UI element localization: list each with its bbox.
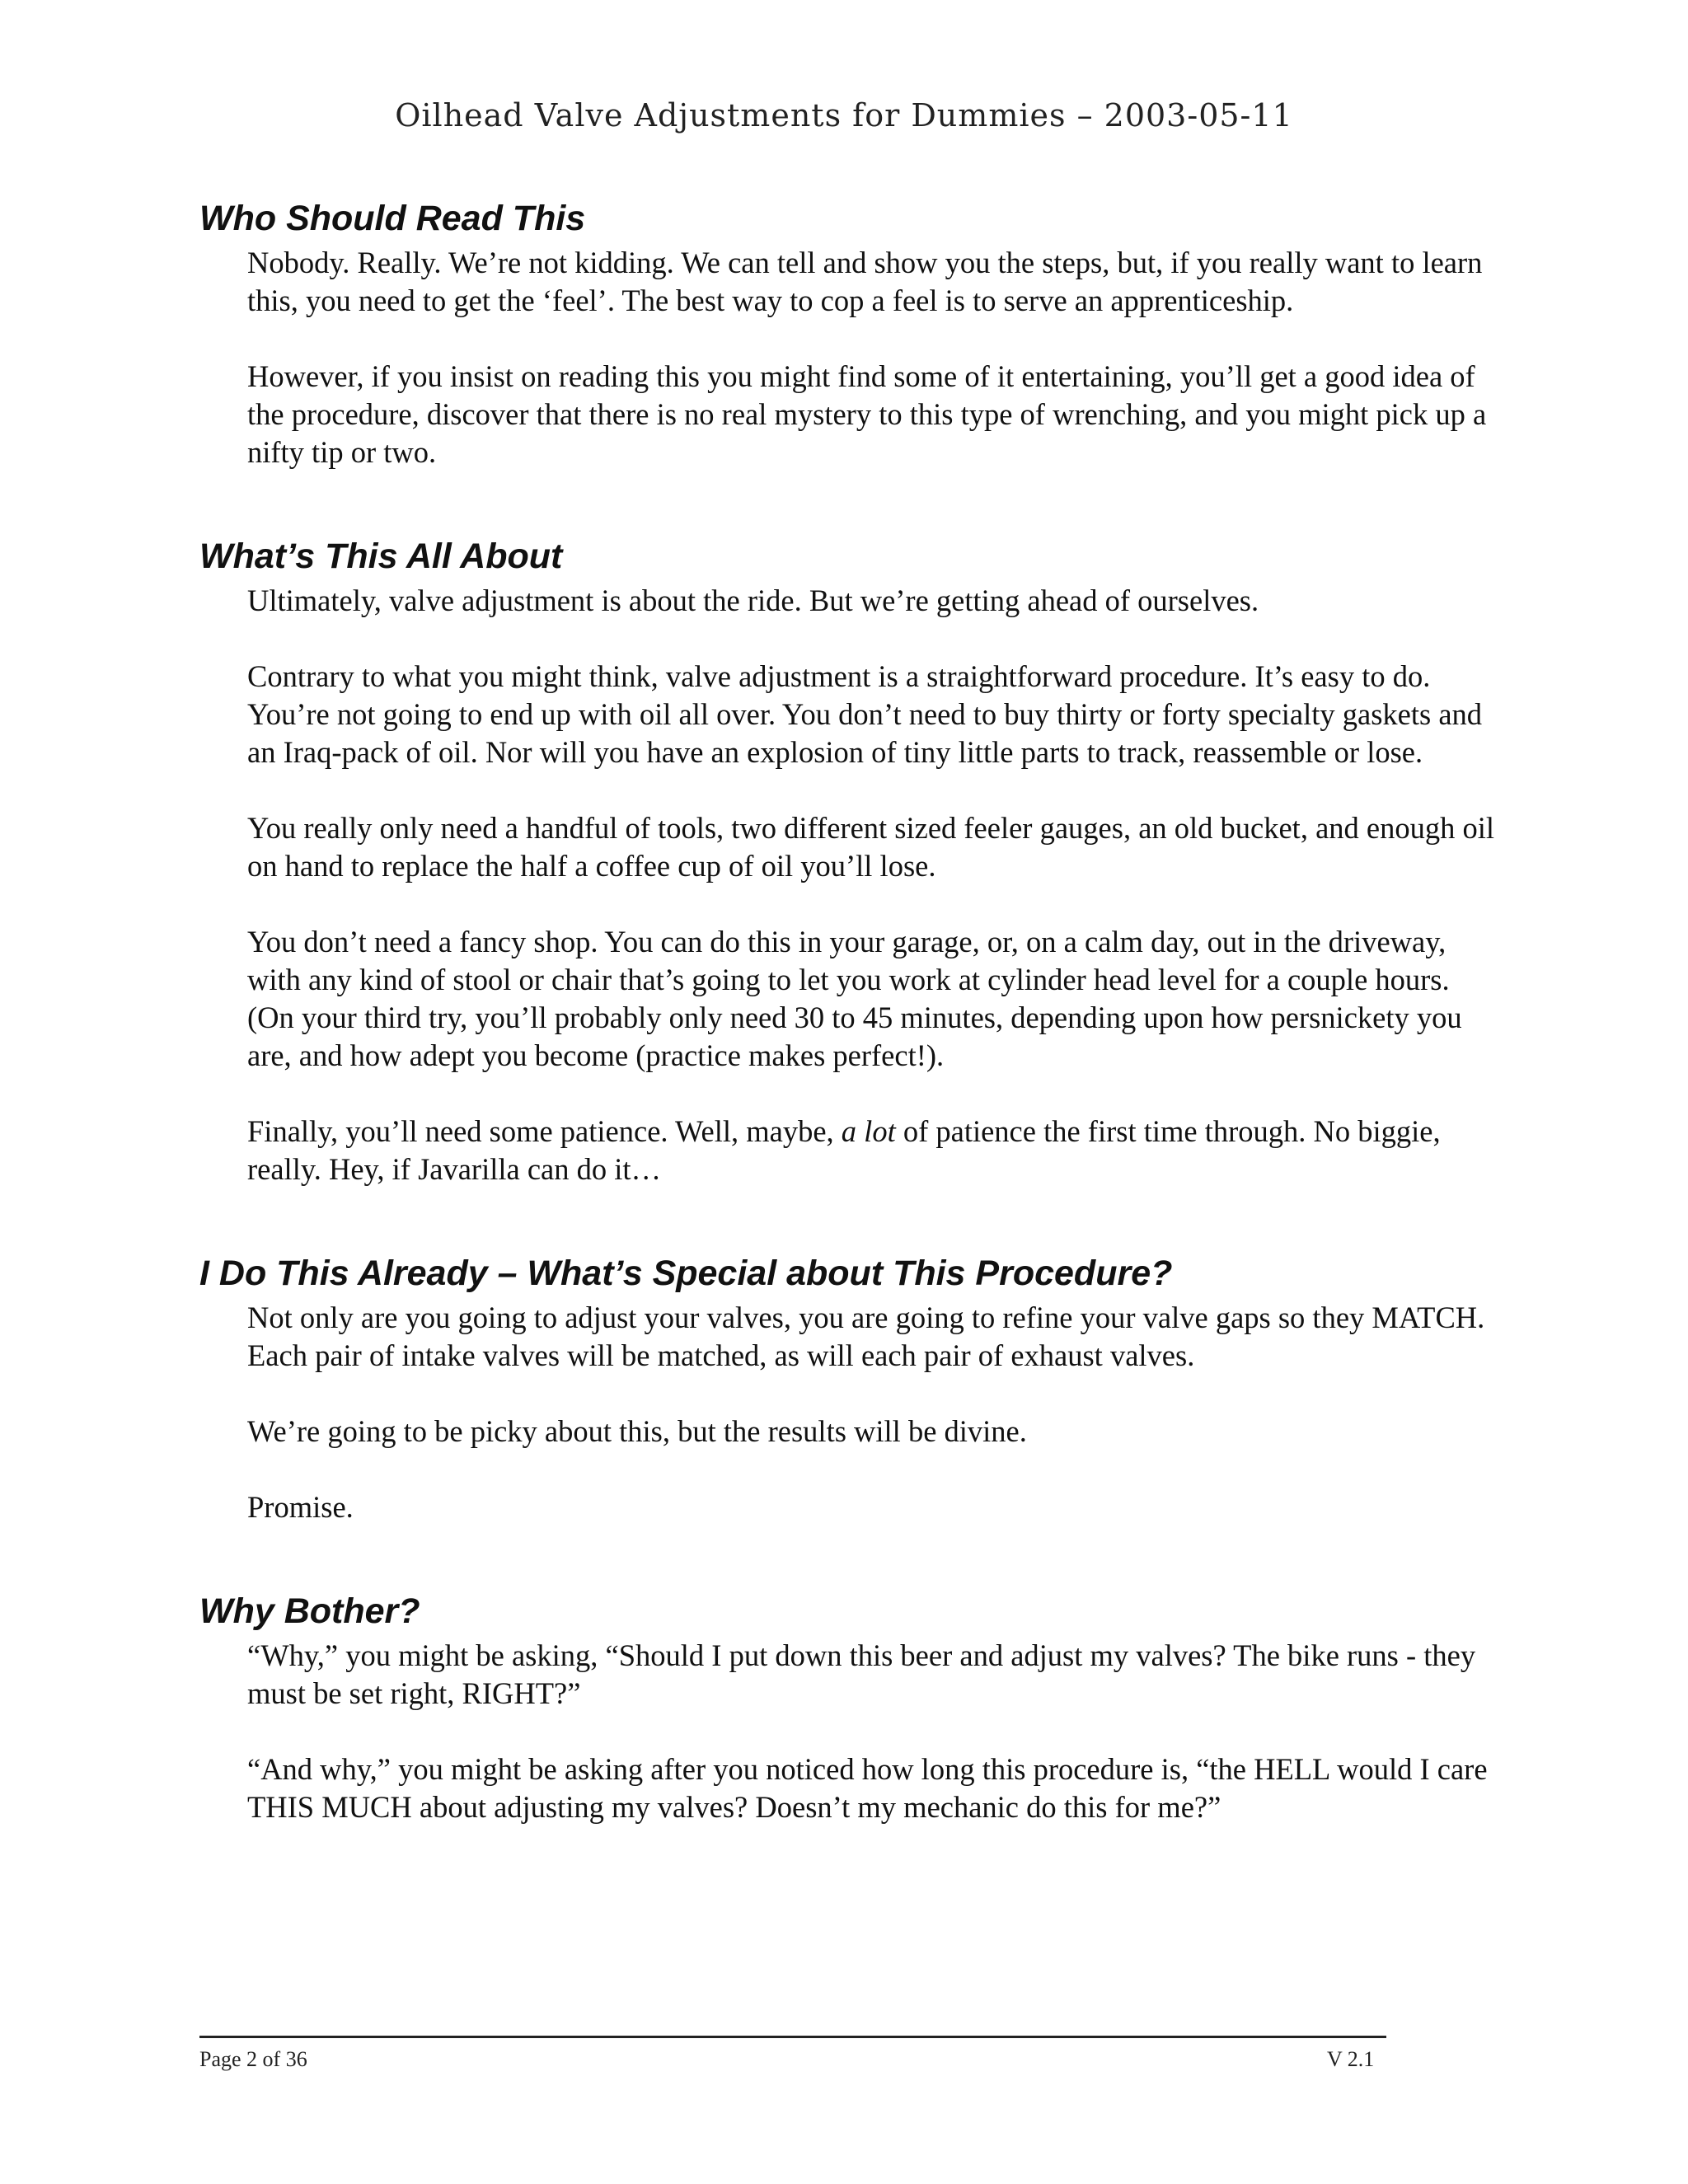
paragraph	[247, 1113, 1502, 1188]
paragraph: Contrary to what you might think, valve adjustment is a straightforward procedure. It’s easy to do. You’re not going to end up with oil all over. You don’t need to buy thirty or forty specialty gaskets and an Iraq-pack of oil. Nor will you have an explosion of tiny little parts to track, reassemble or lose.	[247, 659, 1483, 769]
paragraph: You really only need a handful of tools, two different sized feeler gauges, an old bucket, and enough oil on hand to replace the half a coffee cup of oil you’ll lose.	[247, 811, 1495, 883]
paragraph: “And why,” you might be asking after you noticed how long this procedure is, “the HELL would I care THIS MUCH about adjusting my valves? Doesn’t my mechanic do this for me?”	[247, 1752, 1488, 1824]
paragraph-text: of patience the first time through. No biggie, really. Hey, if Javarilla can do it…	[247, 1114, 1441, 1186]
version-label: V 2.1	[1327, 2047, 1375, 2071]
paragraph: Ultimately, valve adjustment is about the ride. But we’re getting ahead of ourselves.	[247, 583, 1259, 617]
page-number: Page 2 of 36	[199, 2047, 307, 2071]
paragraph: However, if you insist on reading this you might find some of it entertaining, you’ll get a good idea of the procedure, discover that there is no real mystery to this type of wrenching, and you might pick up a nifty tip or two.	[247, 359, 1487, 469]
section-heading: Who Should Read This	[199, 199, 586, 238]
paragraph-text: Finally, you’ll need some patience. Well, maybe,	[247, 1114, 842, 1148]
section-heading: I Do This Already – What’s Special about This Procedure?	[199, 1254, 1173, 1293]
emphasis-text: a lot	[841, 1114, 896, 1148]
paragraph: We’re going to be picky about this, but the results will be divine.	[247, 1414, 1027, 1448]
section-whats-this-about	[199, 534, 1502, 1188]
paragraph: Promise.	[247, 1490, 354, 1524]
section-heading: What’s This All About	[199, 537, 563, 576]
section-special-procedure	[199, 1251, 1502, 1526]
paragraph: “Why,” you might be asking, “Should I put down this beer and adjust my valves? The bike runs - they must be set right, RIGHT?”	[247, 1638, 1476, 1710]
document-body	[199, 196, 1502, 1889]
section-heading: Why Bother?	[199, 1591, 420, 1631]
page-header-title: Oilhead Valve Adjustments for Dummies – 2003-05-11	[395, 97, 1293, 134]
section-why-bother	[199, 1589, 1502, 1826]
footer-divider	[199, 2036, 1386, 2038]
paragraph: Not only are you going to adjust your valves, you are going to refine your valve gaps so they MATCH. Each pair of intake valves will be matched, as will each pair of exhaust valves.	[247, 1301, 1485, 1372]
section-who-should-read	[199, 196, 1502, 471]
paragraph: Nobody. Really. We’re not kidding. We can tell and show you the steps, but, if you really want to learn this, you need to get the ‘feel’. The best way to cop a feel is to serve an apprenticeship.	[247, 246, 1483, 317]
paragraph: You don’t need a fancy shop. You can do this in your garage, or, on a calm day, out in the driveway, with any kind of stool or chair that’s going to let you work at cylinder head level for a couple hours. (On your third try, you’ll probably only need 30 to 45 minutes, depending upon how persnickety you are, and how adept you become (practice makes perfect!).	[247, 925, 1462, 1072]
